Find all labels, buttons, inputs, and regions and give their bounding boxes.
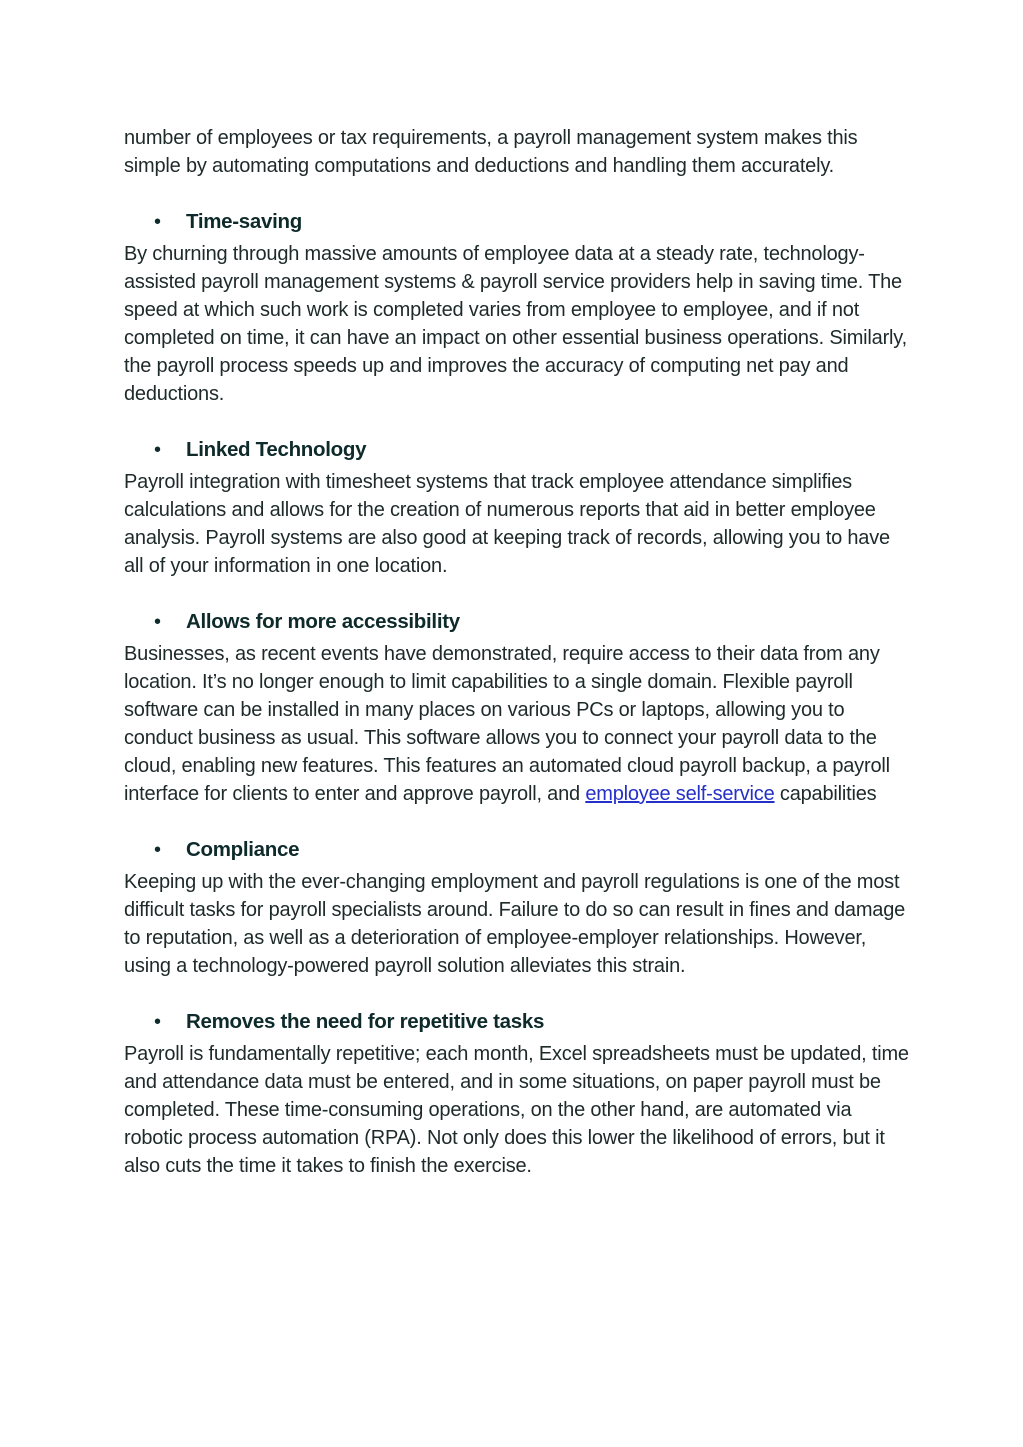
section-body-text: Businesses, as recent events have demonstrated, require access to their data from any location. It’s no longer enough to limit capabilities to a single domain. Flexible payroll software can be installed in many places on various PCs or laptops, allowing you to conduct business as usual. This software allows you to connect your payroll data to the cloud, enabling new features. This features an automated cloud payroll backup, a payroll interface for clients to enter and approve payroll, and <box>124 643 890 805</box>
section-accessibility <box>124 608 914 808</box>
section-heading <box>124 836 914 864</box>
section-heading-text: Allows for more accessibility <box>186 610 460 633</box>
section-heading-text: Removes the need for repetitive tasks <box>186 1010 545 1033</box>
section-body: Payroll is fundamentally repetitive; each month, Excel spreadsheets must be updated, time and attendance data must be entered, and in some situations, on paper payroll must be completed. These time-consuming operations, on the other hand, are automated via robotic process automation (RPA). Not only does this lower the likelihood of errors, but it also cuts the time it takes to finish the exercise. <box>124 1043 909 1177</box>
section-body: Payroll integration with timesheet systems that track employee attendance simplifies calculations and allows for the creation of numerous reports that aid in better employee analysis. Payroll systems are also good at keeping track of records, allowing you to have all of your information in one location. <box>124 471 890 577</box>
bullet-icon: • <box>154 839 161 861</box>
section-body-text-after-link: capabilities <box>774 783 877 805</box>
section-linked-technology <box>124 436 914 580</box>
section-body <box>124 640 914 808</box>
section-heading <box>124 1008 914 1036</box>
section-time-saving <box>124 208 914 408</box>
document-page <box>124 124 914 1180</box>
intro-paragraph: number of employees or tax requirements, a payroll management system makes this simple by automating computations and deductions and handling them accurately. <box>124 127 858 177</box>
bullet-icon: • <box>154 439 161 461</box>
bullet-icon: • <box>154 611 161 633</box>
section-compliance <box>124 836 914 980</box>
employee-self-service-link[interactable]: employee self-service <box>585 783 775 805</box>
section-heading <box>124 436 914 464</box>
section-heading-text: Time-saving <box>186 210 302 233</box>
section-heading <box>124 608 914 636</box>
section-heading-text: Compliance <box>186 838 300 861</box>
section-heading <box>124 208 914 236</box>
section-heading-text: Linked Technology <box>186 438 367 461</box>
section-body: Keeping up with the ever-changing employment and payroll regulations is one of the most difficult tasks for payroll specialists around. Failure to do so can result in fines and damage to reputation, as well as a deterioration of employee-employer relationships. However, using a technology-powered payroll solution alleviates this strain. <box>124 871 906 977</box>
section-body: By churning through massive amounts of employee data at a steady rate, technology-assisted payroll management systems & payroll service providers help in saving time. The speed at which such work is completed varies from employee to employee, and if not completed on time, it can have an impact on other essential business operations. Similarly, the payroll process speeds up and improves the accuracy of computing net pay and deductions. <box>124 243 907 405</box>
section-repetitive-tasks <box>124 1008 914 1180</box>
bullet-icon: • <box>154 211 161 233</box>
bullet-icon: • <box>154 1011 161 1033</box>
